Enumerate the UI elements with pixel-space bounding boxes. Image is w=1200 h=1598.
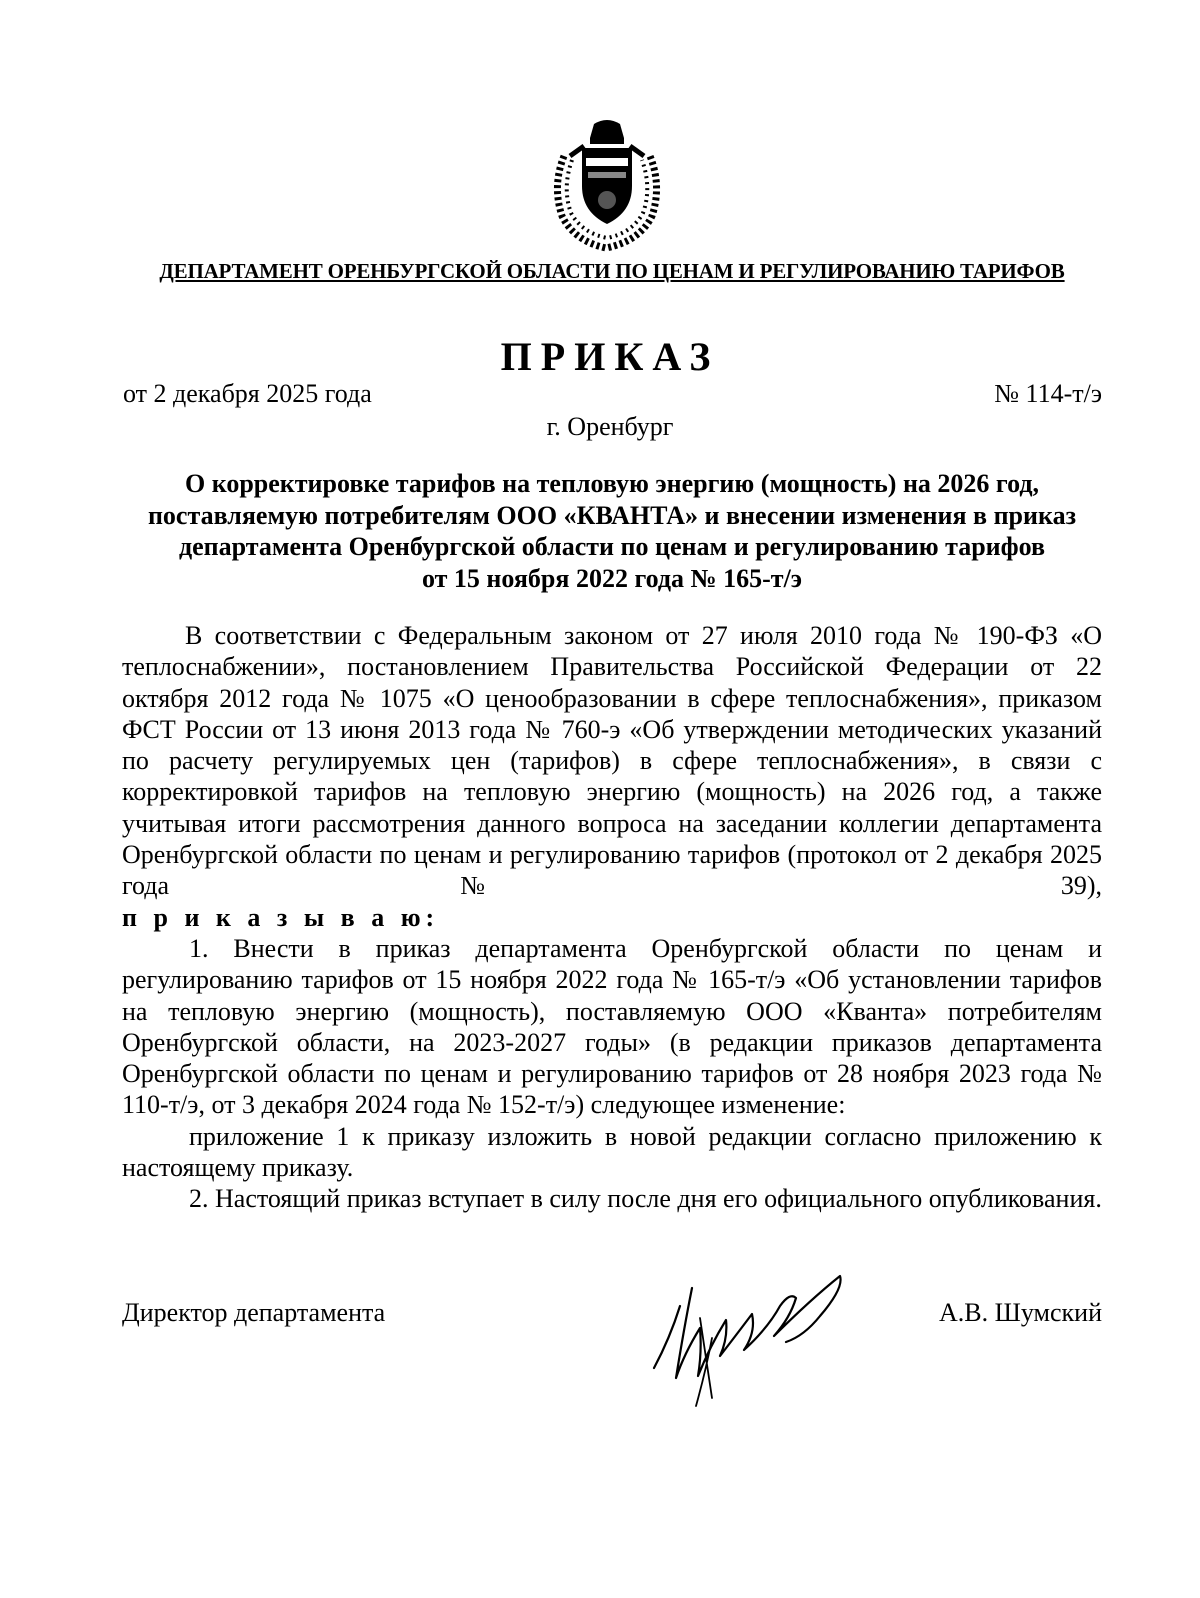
preamble-paragraph: В соответствии с Федеральным законом от 27 июля 2010 года № 190-ФЗ «О теплоснабжении», постановлением Правительства Российской Федерации от 22 октября 2012 года № 1075 «О ценообразовании в сфере теплоснабжения», приказом ФСТ России от 13 июня 2013 года № 760-э «Об утверждении методических указаний по расчету регулируемых цен (тарифов) в сфере теплоснабжения», в связи с корректировкой тарифов на тепловую энергию (мощность) на 2026 год, а также учитывая итоги рассмотрения данного вопроса на заседании коллегии департамента Оренбургской области по ценам и регулированию тарифов (протокол от 2 декабря 2025 года № 39), [122,621,1102,901]
signature-block [122,1298,1102,1338]
document-title [122,468,1102,594]
item-2-paragraph: 2. Настоящий приказ вступает в силу после дня его официального опубликования. [189,1184,1102,1214]
title-line: поставляемую потребителям ООО «КВАНТА» и внесении изменения в приказ [147,500,1077,530]
item-1-sub-paragraph: приложение 1 к приказу изложить в новой редакции согласно приложению к настоящему приказу. [122,1121,1102,1183]
signatory-name: А.В. Шумский [939,1298,1102,1327]
document-date: от 2 декабря 2025 года [123,379,372,408]
item-1-paragraph: 1. Внести в приказ департамента Оренбургской области по ценам и регулированию тарифов от 15 ноября 2022 года № 165-т/э «Об установлении тарифов на тепловую энергию (мощность), поставляемую ООО «Кванта» потребителям Оренбургской области, на 2023-2027 годы» (в редакции приказов департамента Оренбургской области по ценам и регулированию тарифов от 28 ноября 2023 года № 110-т/э, от 3 декабря 2024 года № 152-т/э) следующее изменение: [122,933,1102,1120]
decree-label: п р и к а з ы в а ю: [122,902,440,932]
coat-of-arms-icon [544,116,670,252]
document-number: № 114-т/э [994,379,1102,408]
title-line: департамента Оренбургской области по ценам и регулированию тарифов [178,532,1046,561]
handwritten-signature [640,1258,860,1408]
title-line: О корректировке тарифов на тепловую энергию (мощность) на 2026 год, [184,469,1039,498]
document-type: ПРИКАЗ [500,334,720,379]
document-body [122,620,1102,1215]
document-city: г. Оренбург [546,412,674,441]
title-line: от 15 ноября 2022 года № 165-т/э [421,563,803,593]
signatory-role: Директор департамента [122,1298,386,1327]
decree-word [122,902,1102,933]
department-name: ДЕПАРТАМЕНТ ОРЕНБУРГСКОЙ ОБЛАСТИ ПО ЦЕНАМ И РЕГУЛИРОВАНИЮ ТАРИФОВ [159,259,1065,283]
